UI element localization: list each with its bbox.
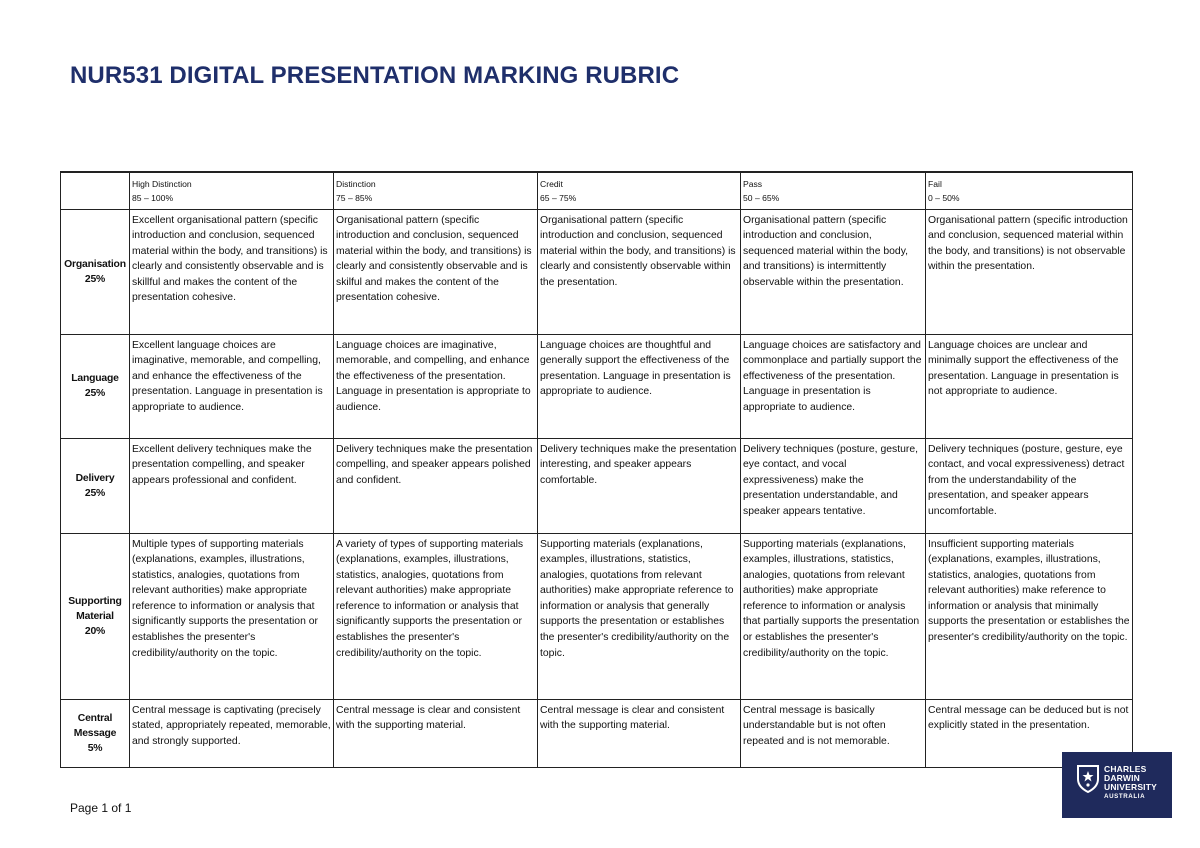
cell-central-message-c: Central message is clear and consistent with the supporting material. xyxy=(538,699,741,767)
cell-language-d: Language choices are imaginative, memorable, and compelling, and enhance the effectiveness of the presentation. Language in presentation is appropriate to audience. xyxy=(334,334,538,438)
header-credit: Credit 65 – 75% xyxy=(538,172,741,209)
criterion-supporting-material: Supporting Material 20% xyxy=(61,533,130,699)
cell-delivery-d: Delivery techniques make the presentation compelling, and speaker appears polished and confident. xyxy=(334,438,538,533)
header-high-distinction: High Distinction 85 – 100% xyxy=(130,172,334,209)
cell-central-message-f: Central message can be deduced but is not explicitly stated in the presentation. xyxy=(926,699,1133,767)
cell-language-c: Language choices are thoughtful and generally support the effectiveness of the presentation. Language in presentation is appropriate to audience. xyxy=(538,334,741,438)
header-pass: Pass 50 – 65% xyxy=(741,172,926,209)
cell-organisation-f: Organisational pattern (specific introduction and conclusion, sequenced material within the body, and transitions) is not observable within the presentation. xyxy=(926,209,1133,334)
rubric-table xyxy=(60,171,1133,768)
cell-supporting-material-hd: Multiple types of supporting materials (explanations, examples, illustrations, statistics, analogies, quotations from relevant authorities) make appropriate reference to information or analysis that significantly supports the presentation or establishes the presenter's credibility/authority on the topic. xyxy=(130,533,334,699)
criterion-central-message: Central Message 5% xyxy=(61,699,130,767)
cell-language-p: Language choices are satisfactory and commonplace and partially support the effectiveness of the presentation. Language in presentation is appropriate to audience. xyxy=(741,334,926,438)
criterion-organisation: Organisation 25% xyxy=(61,209,130,334)
row-supporting-material xyxy=(61,533,1133,699)
cell-delivery-c: Delivery techniques make the presentation interesting, and speaker appears comfortable. xyxy=(538,438,741,533)
page-title: NUR531 DIGITAL PRESENTATION MARKING RUBRIC xyxy=(70,62,680,89)
header-corner xyxy=(61,172,130,209)
cell-supporting-material-p: Supporting materials (explanations, examples, illustrations, statistics, analogies, quotations from relevant authorities) make appropriate reference to information or analysis that partially supports the presentation or establishes the presenter's credibility/authority on the topic. xyxy=(741,533,926,699)
cell-delivery-hd: Excellent delivery techniques make the presentation compelling, and speaker appears professional and confident. xyxy=(130,438,334,533)
university-logo xyxy=(1062,752,1172,818)
cell-organisation-p: Organisational pattern (specific introduction and conclusion, sequenced material within the body, and transitions) is intermittently observable within the presentation. xyxy=(741,209,926,334)
university-shield-icon xyxy=(1077,765,1099,793)
page-footer: Page 1 of 1 xyxy=(70,801,132,815)
cell-central-message-hd: Central message is captivating (precisely stated, appropriately repeated, memorable, and strongly supported. xyxy=(130,699,334,767)
header-row xyxy=(61,172,1133,209)
cell-supporting-material-d: A variety of types of supporting materials (explanations, examples, illustrations, statistics, analogies, quotations from relevant authorities) make appropriate reference to information or analysis that significantly supports the presentation or establishes the presenter's credibility/authority on the topic. xyxy=(334,533,538,699)
cell-delivery-p: Delivery techniques (posture, gesture, eye contact, and vocal expressiveness) make the presentation understandable, and speaker appears tentative. xyxy=(741,438,926,533)
row-organisation xyxy=(61,209,1133,334)
cell-organisation-c: Organisational pattern (specific introduction and conclusion, sequenced material within the body, and transitions) is clearly and consistently observable within the presentation. xyxy=(538,209,741,334)
cell-central-message-d: Central message is clear and consistent with the supporting material. xyxy=(334,699,538,767)
cell-supporting-material-c: Supporting materials (explanations, examples, illustrations, statistics, analogies, quotations from relevant authorities) make appropriate reference to information or analysis that generally supports the presentation or establishes the presenter's credibility/authority on the topic. xyxy=(538,533,741,699)
cell-central-message-p: Central message is basically understandable but is not often repeated and is not memorable. xyxy=(741,699,926,767)
logo-wordmark: CHARLES DARWIN UNIVERSITY AUSTRALIA xyxy=(1104,764,1158,800)
cell-language-f: Language choices are unclear and minimally support the effectiveness of the presentation. Language in presentation is not appropriate to audience. xyxy=(926,334,1133,438)
row-language xyxy=(61,334,1133,438)
criterion-delivery: Delivery 25% xyxy=(61,438,130,533)
cell-supporting-material-f: Insufficient supporting materials (explanations, examples, illustrations, statistics, analogies, quotations from relevant authorities) make reference to information or analysis that minimally supports the presentation or establishes the presenter's credibility/authority on the topic. xyxy=(926,533,1133,699)
row-delivery xyxy=(61,438,1133,533)
header-distinction: Distinction 75 – 85% xyxy=(334,172,538,209)
row-central-message xyxy=(61,699,1133,767)
cell-organisation-d: Organisational pattern (specific introduction and conclusion, sequenced material within the body, and transitions) is clearly and consistently observable and is skilful and makes the content of the presentation cohesive. xyxy=(334,209,538,334)
cell-delivery-f: Delivery techniques (posture, gesture, eye contact, and vocal expressiveness) detract from the understandability of the presentation, and speaker appears uncomfortable. xyxy=(926,438,1133,533)
cell-organisation-hd: Excellent organisational pattern (specific introduction and conclusion, sequenced material within the body, and transitions) is clearly and consistently observable and is skillful and makes the content of the presentation cohesive. xyxy=(130,209,334,334)
cell-language-hd: Excellent language choices are imaginative, memorable, and compelling, and enhance the effectiveness of the presentation. Language in presentation is appropriate to audience. xyxy=(130,334,334,438)
header-fail: Fail 0 – 50% xyxy=(926,172,1133,209)
criterion-language: Language 25% xyxy=(61,334,130,438)
